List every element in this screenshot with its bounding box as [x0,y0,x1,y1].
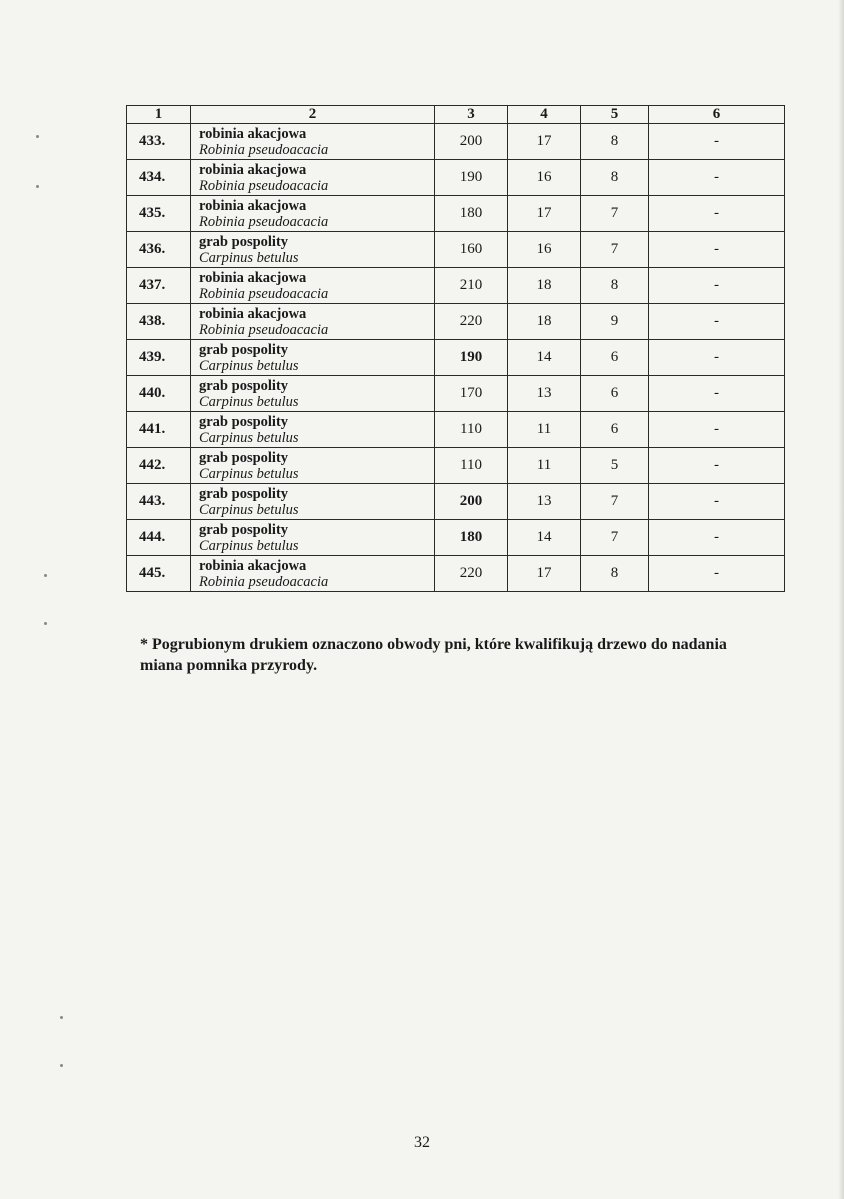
row-number: 440. [127,376,191,412]
tree-inventory-table [126,105,785,592]
trunk-circumference-cell: 190 [435,160,508,196]
species-cell [191,124,435,160]
crown-cell: 8 [581,124,649,160]
table-row [127,304,785,340]
species-name-polish: robinia akacjowa [199,269,307,286]
height-cell: 18 [508,304,581,340]
trunk-circumference-cell: 220 [435,304,508,340]
header-col-5: 5 [581,106,649,124]
species-name-polish: grab pospolity [199,521,289,538]
crown-cell: 6 [581,376,649,412]
header-col-1: 1 [127,106,191,124]
species-name-polish: grab pospolity [199,413,289,430]
height-cell: 13 [508,484,581,520]
row-number: 443. [127,484,191,520]
species-name-latin: Robinia pseudoacacia [199,285,329,302]
species-name-latin: Carpinus betulus [199,429,299,446]
crown-cell: 7 [581,232,649,268]
scan-mark [44,574,47,577]
header-col-4: 4 [508,106,581,124]
species-name-polish: grab pospolity [199,485,289,502]
species-name-latin: Robinia pseudoacacia [199,141,329,158]
table-row [127,196,785,232]
row-number: 442. [127,448,191,484]
species-name-polish: grab pospolity [199,233,289,250]
page-number: 32 [414,1134,430,1151]
notes-cell: - [649,556,785,592]
crown-cell: 5 [581,448,649,484]
trunk-circumference-cell: 160 [435,232,508,268]
trunk-circumference-cell: 190 [435,340,508,376]
species-name-polish: robinia akacjowa [199,305,307,322]
height-cell: 11 [508,448,581,484]
crown-cell: 6 [581,412,649,448]
notes-cell: - [649,160,785,196]
species-cell [191,160,435,196]
notes-cell: - [649,448,785,484]
species-name-latin: Carpinus betulus [199,249,299,266]
species-name-latin: Robinia pseudoacacia [199,573,329,590]
header-col-6: 6 [649,106,785,124]
species-cell [191,340,435,376]
row-number: 441. [127,412,191,448]
table-row [127,268,785,304]
height-cell: 14 [508,340,581,376]
species-name-polish: robinia akacjowa [199,557,307,574]
trunk-circumference-cell: 110 [435,448,508,484]
row-number: 437. [127,268,191,304]
notes-cell: - [649,232,785,268]
table-row [127,412,785,448]
table-body [127,124,785,592]
scan-mark [60,1016,63,1019]
table-row [127,448,785,484]
species-cell [191,376,435,412]
header-col-2: 2 [191,106,435,124]
scan-mark [36,135,39,138]
row-number: 439. [127,340,191,376]
trunk-circumference-cell: 110 [435,412,508,448]
table-row [127,232,785,268]
species-name-latin: Carpinus betulus [199,537,299,554]
species-name-latin: Carpinus betulus [199,393,299,410]
height-cell: 13 [508,376,581,412]
species-name-polish: grab pospolity [199,449,289,466]
crown-cell: 6 [581,340,649,376]
crown-cell: 7 [581,520,649,556]
height-cell: 14 [508,520,581,556]
trunk-circumference-cell: 180 [435,520,508,556]
species-cell [191,412,435,448]
species-name-latin: Carpinus betulus [199,501,299,518]
table-row [127,484,785,520]
species-name-latin: Robinia pseudoacacia [199,321,329,338]
notes-cell: - [649,124,785,160]
trunk-circumference-cell: 180 [435,196,508,232]
species-cell [191,304,435,340]
crown-cell: 9 [581,304,649,340]
height-cell: 16 [508,160,581,196]
row-number: 434. [127,160,191,196]
table-row [127,124,785,160]
species-name-latin: Carpinus betulus [199,465,299,482]
table-row [127,556,785,592]
notes-cell: - [649,268,785,304]
crown-cell: 7 [581,484,649,520]
trunk-circumference-cell: 200 [435,484,508,520]
height-cell: 16 [508,232,581,268]
species-name-polish: robinia akacjowa [199,125,307,142]
trunk-circumference-cell: 170 [435,376,508,412]
table-row [127,376,785,412]
header-col-3: 3 [435,106,508,124]
height-cell: 17 [508,124,581,160]
notes-cell: - [649,304,785,340]
species-name-latin: Robinia pseudoacacia [199,213,329,230]
crown-cell: 8 [581,268,649,304]
species-cell [191,448,435,484]
species-cell [191,520,435,556]
trunk-circumference-cell: 220 [435,556,508,592]
page-edge-shadow [838,0,844,1199]
trunk-circumference-cell: 210 [435,268,508,304]
crown-cell: 7 [581,196,649,232]
notes-cell: - [649,196,785,232]
species-name-latin: Carpinus betulus [199,357,299,374]
scan-mark [36,185,39,188]
row-number: 438. [127,304,191,340]
scan-mark [60,1064,63,1067]
row-number: 433. [127,124,191,160]
species-cell [191,268,435,304]
table-row [127,160,785,196]
table-header-row [127,106,785,124]
notes-cell: - [649,520,785,556]
height-cell: 17 [508,196,581,232]
species-name-polish: grab pospolity [199,377,289,394]
notes-cell: - [649,340,785,376]
species-name-latin: Robinia pseudoacacia [199,177,329,194]
footnote: * Pogrubionym drukiem oznaczono obwody pni, które kwalifikują drzewo do nadania miana pomnika przyrody. [140,636,727,674]
height-cell: 11 [508,412,581,448]
species-cell [191,232,435,268]
notes-cell: - [649,484,785,520]
notes-cell: - [649,412,785,448]
row-number: 445. [127,556,191,592]
crown-cell: 8 [581,160,649,196]
row-number: 436. [127,232,191,268]
scan-mark [44,622,47,625]
species-name-polish: robinia akacjowa [199,161,307,178]
crown-cell: 8 [581,556,649,592]
row-number: 444. [127,520,191,556]
height-cell: 18 [508,268,581,304]
species-name-polish: robinia akacjowa [199,197,307,214]
species-name-polish: grab pospolity [199,341,289,358]
species-cell [191,556,435,592]
row-number: 435. [127,196,191,232]
trunk-circumference-cell: 200 [435,124,508,160]
notes-cell: - [649,376,785,412]
species-cell [191,484,435,520]
table-row [127,520,785,556]
table-row [127,340,785,376]
height-cell: 17 [508,556,581,592]
species-cell [191,196,435,232]
